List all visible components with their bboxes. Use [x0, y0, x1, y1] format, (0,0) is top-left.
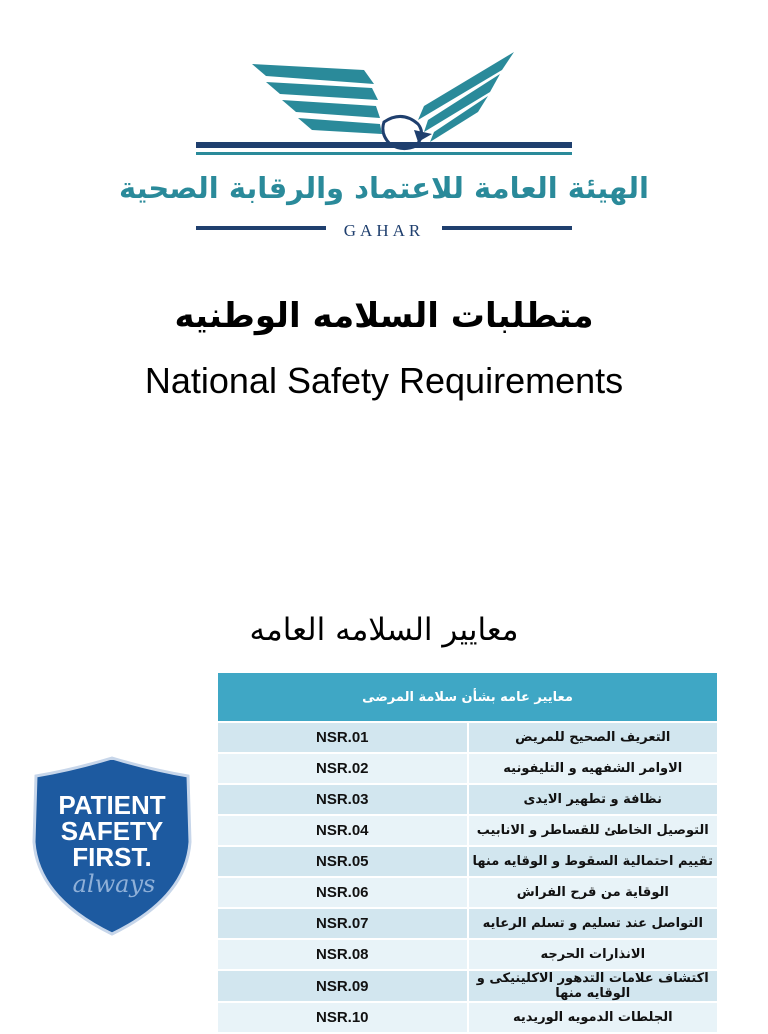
logo-bottom-bar-left: [196, 226, 326, 230]
patient-safety-first-badge: [30, 756, 194, 936]
logo-arabic-name: الهيئة العامة للاعتماد والرقابة الصحية: [118, 171, 650, 205]
nsr-description: التعريف الصحيح للمريض: [468, 722, 718, 753]
badge-line-3: FIRST.: [72, 842, 152, 872]
table-row: [218, 908, 717, 939]
badge-line-1: PATIENT: [58, 790, 166, 820]
logo-top-bar: [196, 142, 572, 148]
nsr-code: NSR.06: [218, 877, 468, 908]
table-row: [218, 939, 717, 970]
section-heading: معايير السلامه العامه: [249, 612, 519, 648]
badge-line-2: SAFETY: [60, 816, 164, 846]
nsr-code: NSR.02: [218, 753, 468, 784]
nsr-code: NSR.03: [218, 784, 468, 815]
nsr-description: اكتشاف علامات التدهور الاكلينيكى و الوقايه منها: [468, 970, 718, 1002]
page-title-english: National Safety Requirements: [144, 360, 624, 401]
nsr-table: [218, 673, 717, 1034]
nsr-code: NSR.04: [218, 815, 468, 846]
logo-mid-bar: [196, 152, 572, 155]
table-body: [218, 722, 717, 1033]
nsr-description: التواصل عند تسليم و تسلم الرعايه: [468, 908, 718, 939]
nsr-code: NSR.09: [218, 970, 468, 1002]
eagle-icon: [252, 52, 514, 149]
table-header-row: [218, 673, 717, 722]
table-row: [218, 722, 717, 753]
nsr-code: NSR.07: [218, 908, 468, 939]
nsr-description: الوقاية من قرح الفراش: [468, 877, 718, 908]
nsr-description: تقييم احتمالية السقوط و الوقايه منها: [468, 846, 718, 877]
nsr-code: NSR.10: [218, 1002, 468, 1033]
nsr-code: NSR.08: [218, 939, 468, 970]
nsr-description: الجلطات الدمويه الوريديه: [468, 1002, 718, 1033]
table-row: [218, 753, 717, 784]
nsr-code: NSR.05: [218, 846, 468, 877]
nsr-description: الاوامر الشفهيه و التليفونيه: [468, 753, 718, 784]
page-title-arabic: متطلبات السلامه الوطنيه: [174, 296, 594, 336]
logo-acronym: GAHAR: [343, 221, 425, 240]
table-header: معايير عامه بشأن سلامة المرضى: [218, 673, 717, 722]
nsr-description: نظافة و تطهير الايدى: [468, 784, 718, 815]
gahar-logo: [118, 50, 650, 240]
table-row: [218, 877, 717, 908]
badge-script: always: [72, 870, 156, 898]
nsr-description: التوصيل الخاطئ للقساطر و الانابيب: [468, 815, 718, 846]
nsr-code: NSR.01: [218, 722, 468, 753]
table-row: [218, 1002, 717, 1033]
table-row: [218, 784, 717, 815]
table-row: [218, 815, 717, 846]
table-row: [218, 970, 717, 1002]
nsr-description: الانذارات الحرجه: [468, 939, 718, 970]
logo-bottom-bar-right: [442, 226, 572, 230]
table-row: [218, 846, 717, 877]
